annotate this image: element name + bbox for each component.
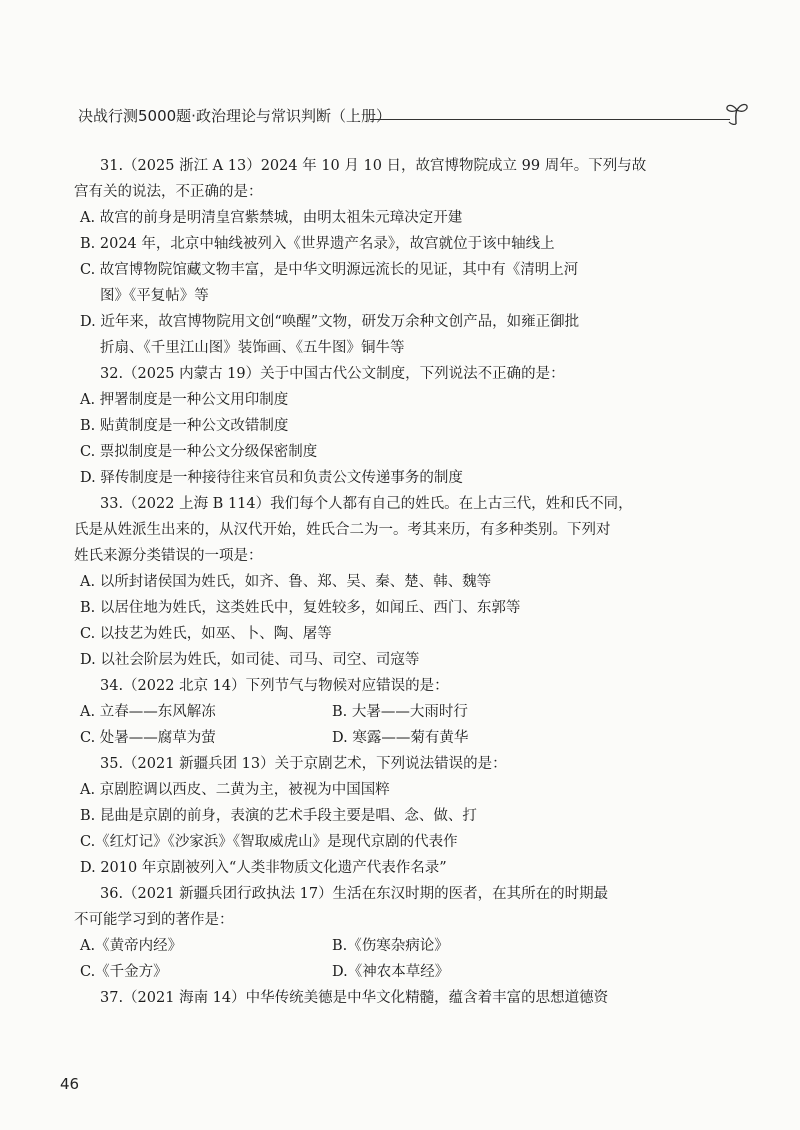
option-row — [74, 699, 680, 725]
option-row — [74, 933, 680, 959]
option-item: B. 大暑——大雨时行 — [332, 704, 468, 720]
question-35 — [80, 751, 680, 881]
option-item: A. 以所封诸侯国为姓氏，如齐、鲁、郑、吴、秦、楚、韩、魏等 — [80, 574, 492, 590]
option-item: C.《红灯记》《沙家浜》《智取威虎山》是现代京剧的代表作 — [80, 834, 458, 850]
option-item: C. 故宫博物院馆藏文物丰富，是中华文明源远流长的见证，其中有《清明上河 — [80, 262, 579, 278]
page-number: 46 — [60, 1075, 80, 1093]
header-title: 决战行测5000题·政治理论与常识判断（上册） — [78, 107, 391, 125]
question-stem-line: 34.（2022 北京 14）下列节气与物候对应错误的是： — [100, 678, 449, 694]
question-list — [74, 153, 680, 1011]
option-row — [74, 725, 680, 751]
option-item: A. 故宫的前身是明清皇宫紫禁城，由明太祖朱元璋决定开建 — [80, 210, 463, 226]
question-stem-line: 33.（2022 上海 B 114）我们每个人都有自己的姓氏。在上古三代，姓和氏不同， — [100, 496, 633, 512]
question-stem-line: 32.（2025 内蒙古 19）关于中国古代公文制度，下列说法不正确的是： — [100, 366, 565, 382]
option-item: B. 2024 年，北京中轴线被列入《世界遗产名录》，故宫就位于该中轴线上 — [80, 236, 555, 252]
option-item: C. 票拟制度是一种公文分级保密制度 — [80, 444, 318, 460]
option-item: A.《黄帝内经》 — [80, 938, 183, 954]
option-item: A. 京剧腔调以西皮、二黄为主，被视为中国国粹 — [80, 782, 390, 798]
option-item: B. 昆曲是京剧的前身，表演的艺术手段主要是唱、念、做、打 — [80, 808, 477, 824]
option-item: D. 2010 年京剧被列入“人类非物质文化遗产代表作名录” — [80, 860, 447, 876]
question-stem-line: 姓氏来源分类错误的一项是： — [74, 548, 263, 564]
option-row — [74, 959, 680, 985]
option-item: D. 驿传制度是一种接待往来官员和负责公文传递事务的制度 — [80, 470, 463, 486]
header-rule — [370, 119, 730, 120]
option-item: A. 立春——东风解冻 — [80, 704, 216, 720]
option-item: B.《伤寒杂病论》 — [332, 938, 449, 954]
question-stem-line: 36.（2021 新疆兵团行政执法 17）生活在东汉时期的医者，在其所在的时期最 — [100, 886, 609, 902]
question-37 — [100, 985, 680, 1011]
question-stem-line: 37.（2021 海南 14）中华传统美德是中华文化精髓，蕴含着丰富的思想道德资 — [100, 990, 609, 1006]
option-item: B. 贴黄制度是一种公文改错制度 — [80, 418, 289, 434]
running-header — [78, 100, 678, 130]
option-continuation: 折扇、《千里江山图》装饰画、《五牛图》铜牛等 — [100, 340, 405, 356]
question-32 — [80, 361, 680, 491]
option-item: D. 以社会阶层为姓氏，如司徒、司马、司空、司寇等 — [80, 652, 420, 668]
option-item: D.《神农本草经》 — [332, 964, 450, 980]
question-stem-line: 35.（2021 新疆兵团 13）关于京剧艺术，下列说法错误的是： — [100, 756, 507, 772]
question-stem-line: 31.（2025 浙江 A 13）2024 年 10 月 10 日，故宫博物院成立 99 周年。下列与故 — [100, 158, 647, 174]
option-item: C.《千金方》 — [80, 964, 168, 980]
sprout-icon — [723, 100, 751, 126]
question-34 — [80, 673, 680, 751]
option-continuation: 图》《平复帖》等 — [100, 288, 209, 304]
question-stem-line: 氏是从姓派生出来的，从汉代开始，姓氏合二为一。考其来历，有多种类别。下列对 — [74, 522, 611, 538]
option-item: D. 寒露——菊有黄华 — [332, 730, 469, 746]
question-31 — [74, 153, 680, 361]
option-item: A. 押署制度是一种公文用印制度 — [80, 392, 289, 408]
question-stem-line: 不可能学习到的著作是： — [74, 912, 234, 928]
option-item: D. 近年来，故宫博物院用文创“唤醒”文物，研发万余种文创产品，如雍正御批 — [80, 314, 580, 330]
option-item: B. 以居住地为姓氏，这类姓氏中，复姓较多，如闻丘、西门、东郭等 — [80, 600, 521, 616]
question-33 — [74, 491, 680, 673]
question-stem-line: 宫有关的说法，不正确的是： — [74, 184, 263, 200]
option-item: C. 处暑——腐草为萤 — [80, 730, 216, 746]
option-item: C. 以技艺为姓氏，如巫、卜、陶、屠等 — [80, 626, 332, 642]
question-36 — [74, 881, 680, 985]
